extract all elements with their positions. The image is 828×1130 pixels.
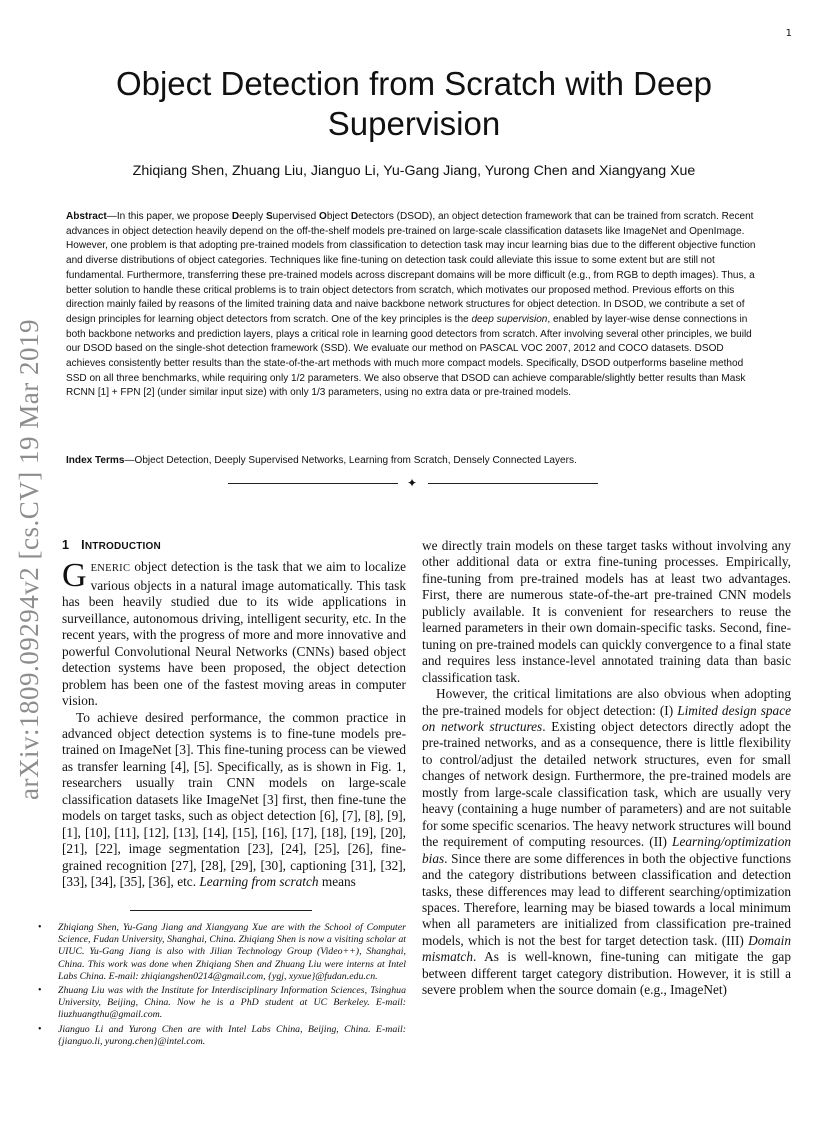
footnote-rule xyxy=(130,910,312,911)
paragraph-text: . As is well-known, fine-tuning can mitigate the gap between different target category distribution. However, it is still a severe problem when the source domain (e.g., ImageNet) xyxy=(422,949,791,998)
paragraph xyxy=(422,538,791,686)
index-terms-label: Index Terms xyxy=(66,455,125,466)
paragraph-text: object detection is the task that we aim to localize various objects in a natural image automatically. This task has been heavily studied due to its wide applications in surveillance, autonomous driving, intelligent security, etc. In the recent years, with the progress of more and more innovative and powerful Convolutional Neural Networks (CNNs) based object detection systems have been proposed, the object detection problem has been one of the fastest moving areas in computer vision. xyxy=(62,559,406,709)
section-number: 1 xyxy=(62,538,70,552)
paragraph-emphasis: Limited design space on network structures xyxy=(422,702,791,734)
abstract-emphasis: deep supervision xyxy=(471,313,548,325)
index-terms xyxy=(66,454,766,468)
drop-cap: G xyxy=(62,557,87,595)
paragraph xyxy=(422,686,791,999)
footnotes xyxy=(38,922,406,1050)
abstract xyxy=(66,210,766,401)
paragraph-text: However, the critical limitations are also obvious when adopting the pre-trained models for object detection: (I) xyxy=(422,686,791,718)
bullet-icon: • xyxy=(38,1023,42,1035)
separator-line-left xyxy=(228,483,398,484)
paragraph-text: To achieve desired performance, the common practice in advanced object detection systems is to fine-tune models pre-trained on ImageNet [3]. This fine-tuning process can be viewed as transfer learning [4], [5]. Specifically, as is shown in Fig. 1, researchers usually train CNN models on large-scale classification datasets like ImageNet [3] first, then fine-tune the models on target tasks, such as object detection [6], [7], [8], [9], [1], [10], [11], [12], [13], [14], [15], [16], [17], [18], [19], [20], [21], [22], image segmentation [23], [24], [25], [26], fine-grained recognition [27], [28], [29], [30], captioning [31], [32], [33], [34], [35], [36], etc. xyxy=(62,709,406,890)
abstract-acronym-letter: D xyxy=(350,211,359,222)
footnote-text: Jianguo Li and Yurong Chen are with Intel Labs China, Beijing, China. E-mail: {jianguo.li, yurong.chen}@intel.com. xyxy=(58,1023,406,1047)
abstract-text: etectors (DSOD), an object detection framework that can be trained from scratch. Recent advances in object detection heavily depend on the off-the-shelf models pre-trained on large-scale classification datasets like ImageNet and OpenImage. However, one problem is that adopting pre-trained models from classification to detection task may incur learning bias due to the different objective function and diverse distributions of object categories. Techniques like fine-tuning on detection task could alleviate this issue to some extent but are still not fundamental. Furthermore, transferring these pre-trained models across discrepant domains will be more difficult (e.g., from RGB to depth images). Thus, a better solution to handle these critical problems is to train object detectors from scratch, which motivates our proposed method. Previous efforts on this direction mainly failed by reasons of the limited training data and naive backbone network structures for object detection. In DSOD, we contribute a set of design principles for learning object detectors from scratch. One of the key principles is the xyxy=(66,211,756,325)
section-title-initial: I xyxy=(81,538,85,552)
right-column xyxy=(422,538,791,999)
paragraph-text: we directly train models on these target tasks without involving any other additional data or extra fine-tuning processes. Empirically, fine-tuning from pre-trained models has at least two advantages. First, there are numerous state-of-the-art pre-trained CNN models publicly available. It is convenient for researchers to reuse the learned parameters in their own domain-specific tasks. Second, fine-tuning on pre-trained models can quickly convergence to a final state and requires less instance-level annotated training data than basic classification task. xyxy=(422,538,791,685)
left-column xyxy=(62,537,406,891)
abstract-text: upervised xyxy=(272,211,320,222)
footnote-text: Zhiqiang Shen, Yu-Gang Jiang and Xiangyang Xue are with the School of Computer Science, Fudan University, Shanghai, China. Zhiqiang Shen is now a visiting scholar at UIUC. Yu-Gang Jiang is also with Jilian Technology Group (Video++), Shanghai, China. This work was done when Zhiqiang Shen and Zhuang Liu were interns at Intel Labs China. E-mail: zhiqiangshen0214@gmail.com, {ygj, xyxue}@fudan.edu.cn. xyxy=(58,922,406,982)
small-caps-word: ENERIC xyxy=(90,563,131,575)
section-separator xyxy=(228,476,598,492)
section-title-rest: NTRODUCTION xyxy=(84,541,161,552)
abstract-text: eeply xyxy=(239,211,266,222)
abstract-text: bject xyxy=(326,211,351,222)
separator-line-right xyxy=(428,483,598,484)
footnote-item xyxy=(38,922,406,983)
paragraph-emphasis: Learning from scratch xyxy=(199,874,319,890)
abstract-acronym-letter: D xyxy=(231,211,240,222)
footnote-item xyxy=(38,985,406,1022)
paragraph-text: . Since there are some differences in both the objective functions and the category distributions between classification and detection tasks, these differences may lead to different searching/optimization spaces. Therefore, learning may be biased towards a local minimum when all parameters are initialized from classification pre-trained models, which is not the best for target detection task. (III) xyxy=(422,850,791,948)
paragraph xyxy=(62,559,406,709)
abstract-acronym-letter: S xyxy=(265,211,273,222)
paragraph-text: . Existing object detectors directly adopt the pre-trained networks, and as a consequence, there is little flexibility to control/adjust the detailed network structures, even for small changes of network design. Furthermore, the pre-trained models are mostly from large-scale classification task, which are usually very heavy (containing a huge number of parameters) and are not suitable for some specific scenarios. The heavy network structures will bound the requirement of computing resources. (II) xyxy=(422,718,792,850)
author-list: Zhiqiang Shen, Zhuang Liu, Jianguo Li, Yu-Gang Jiang, Yurong Chen and Xiangyang Xue xyxy=(132,163,696,179)
abstract-text: , enabled by layer-wise dense connections in both backbone networks and prediction layers, plays a critical role in learning good detectors from scratch. After involving several other principles, we build our DSOD based on the single-shot detection framework (SSD). We evaluate our method on PASCAL VOC 2007, 2012 and COCO datasets. DSOD achieves consistently better results than the state-of-the-art methods with much more compact models. Specifically, DSOD outperforms baseline method SSD on all three benchmarks, while requiring only 1/2 parameters. We also observe that DSOD can achieve comparable/slightly better results than Mask RCNN [1] + FPN [2] (under similar input size) with only 1/3 parameters, using no extra data or pre-trained models. xyxy=(66,313,752,399)
paragraph-emphasis: Domain mismatch xyxy=(422,932,791,965)
paragraph xyxy=(62,710,406,891)
paragraph-emphasis: Learning/optimization bias xyxy=(422,834,791,866)
bullet-icon: • xyxy=(38,922,42,933)
section-heading xyxy=(62,537,406,555)
separator-diamond-icon: ✦ xyxy=(407,476,418,490)
bullet-icon: • xyxy=(38,985,42,997)
index-terms-text: —Object Detection, Deeply Supervised Networks, Learning from Scratch, Densely Connected Layers. xyxy=(124,455,577,466)
abstract-acronym-letter: O xyxy=(319,211,327,222)
abstract-text: —In this paper, we propose xyxy=(106,211,232,222)
footnote-item xyxy=(38,1024,406,1048)
paper-title: Object Detection from Scratch with Deep Supervision xyxy=(115,65,713,142)
paragraph-text: means xyxy=(318,874,356,890)
page-number: 1 xyxy=(785,28,792,39)
footnote-text: Zhuang Liu was with the Institute for Interdisciplinary Information Sciences, Tsinghua University, Beijing, China. Now he is a PhD student at UC Berkeley. E-mail: liuzhuangthu@gmail.com. xyxy=(58,985,406,1021)
arxiv-stamp: arXiv:1809.09294v2 [cs.CV] 19 Mar 2019 xyxy=(14,319,44,800)
abstract-label: Abstract xyxy=(66,211,107,222)
